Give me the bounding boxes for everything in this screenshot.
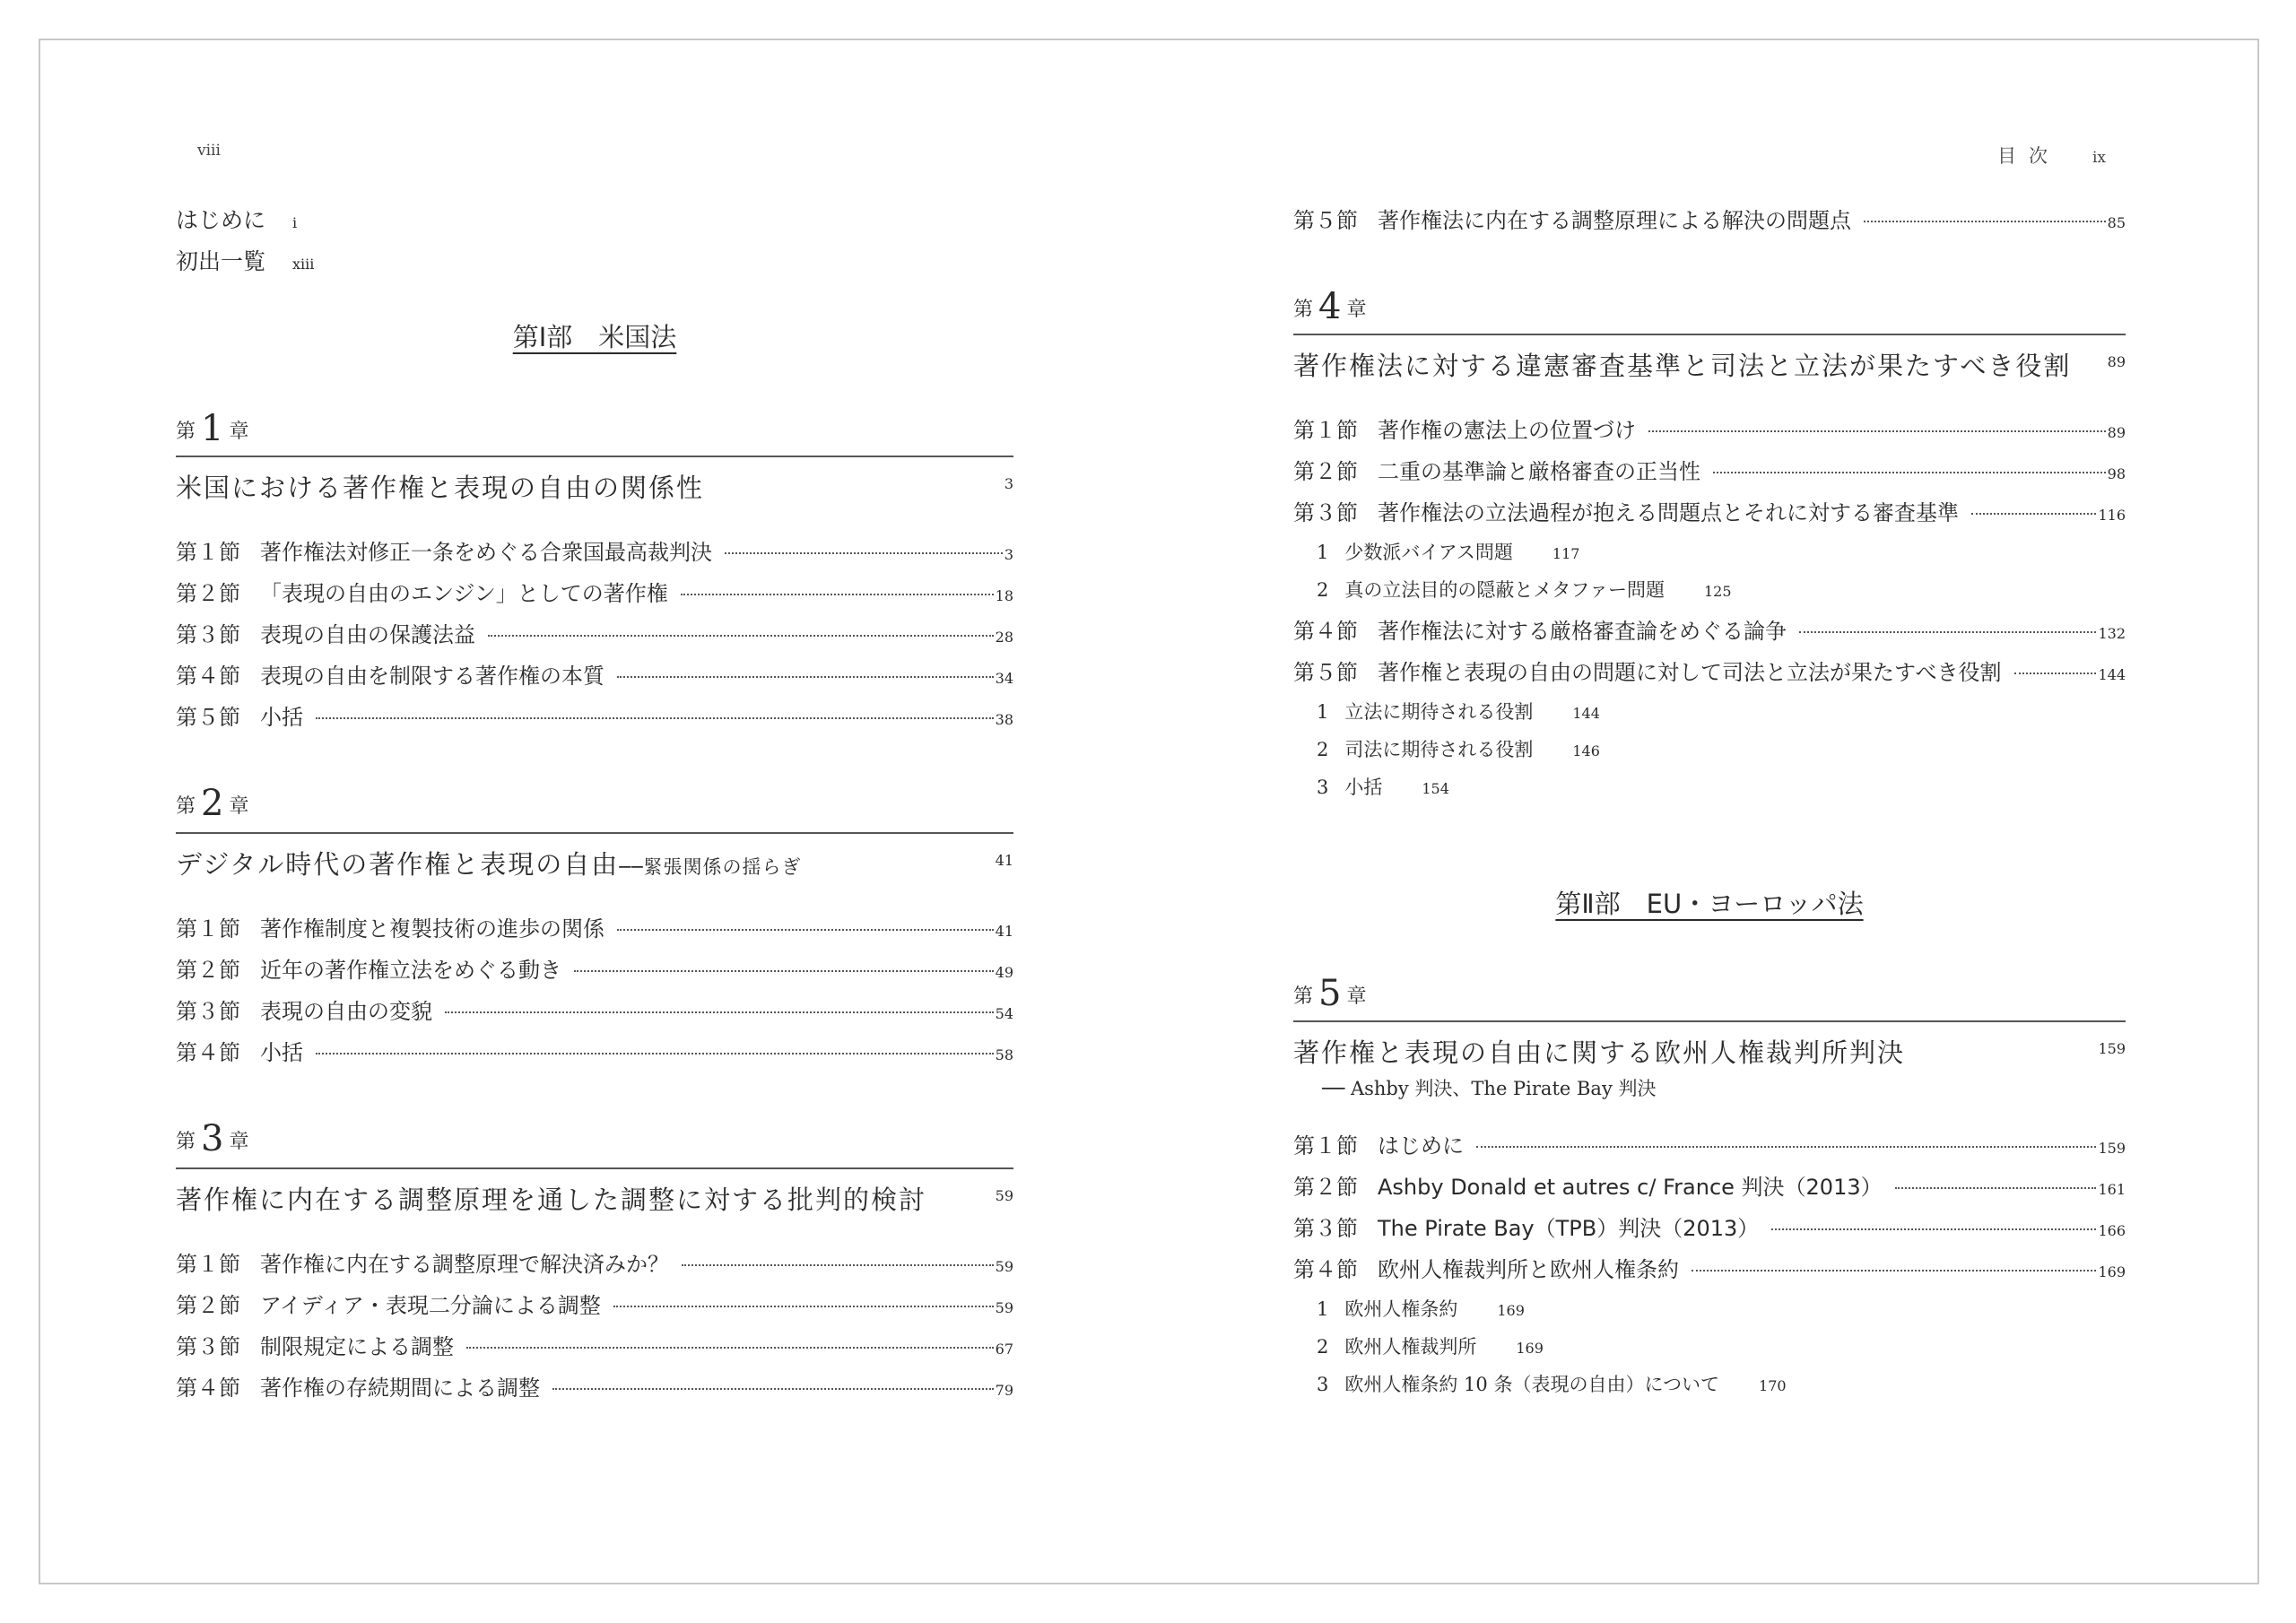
chapter-title: 著作権法に対する違憲審査基準と司法と立法が果たすべき役割 89 [1293, 351, 2126, 381]
toc-section: 第２節 アイディア・表現二分論による調整 59 [176, 1293, 1013, 1318]
toc-subsection: 2 欧州人権裁判所 169 [1317, 1336, 1544, 1358]
toc-subsection: 1 少数派バイアス問題 117 [1317, 542, 1580, 563]
part-heading: 第Ⅱ部 EU・ヨーロッパ法 [1555, 889, 1864, 919]
toc-section: 第３節 制限規定による調整 67 [176, 1334, 1013, 1359]
toc-section: 第５節 著作権法に内在する調整原理による解決の問題点 85 [1293, 208, 2126, 233]
toc-subsection: 2 司法に期待される役割 146 [1317, 739, 1600, 760]
toc-section: 第３節 表現の自由の保護法益 28 [176, 622, 1013, 647]
toc-section: 第４節 欧州人権裁判所と欧州人権条約 169 [1293, 1257, 2126, 1282]
chapter-rule [1293, 1020, 2126, 1022]
toc-section: 第５節 著作権と表現の自由の問題に対して司法と立法が果たすべき役割 144 [1293, 660, 2126, 685]
chapter-page: 3 [1004, 475, 1013, 492]
running-head-mark: 目次 [1996, 145, 2060, 167]
front-label: はじめに [176, 207, 266, 233]
toc-subsection: 2 真の立法目的の隠蔽とメタファー問題 125 [1317, 579, 1732, 601]
toc-subsection: 3 小括 154 [1317, 777, 1449, 798]
front-label: 初出一覧 [176, 248, 266, 274]
toc-section: 第１節 著作権に内在する調整原理で解決済みか？ 59 [176, 1252, 1013, 1277]
chapter-subtitle: ── Ashby 判決、The Pirate Bay 判決 [1322, 1078, 1657, 1099]
toc-section: 第３節 著作権法の立法過程が抱える問題点とそれに対する審査基準 116 [1293, 500, 2126, 525]
front-page: i [292, 214, 298, 231]
chapter-rule [1293, 334, 2126, 335]
chapter-rule [176, 456, 1013, 457]
chapter-title: デジタル時代の著作権と表現の自由──緊張関係の揺らぎ 41 [176, 849, 1013, 880]
chapter-rule [176, 1167, 1013, 1169]
toc-section: 第３節 表現の自由の変貌 54 [176, 999, 1013, 1024]
chapter-label: 第 1 章 [176, 408, 249, 449]
front-page: xiii [292, 256, 315, 273]
running-head-page: ix [2092, 149, 2106, 167]
toc-section: 第３節 The Pirate Bay（TPB）判決（2013） 166 [1293, 1216, 2126, 1241]
part-heading: 第Ⅰ部 米国法 [512, 322, 677, 352]
toc-section: 第２節 「表現の自由のエンジン」としての著作権 18 [176, 581, 1013, 606]
chapter-label: 第 2 章 [176, 783, 249, 824]
toc-section: 第４節 著作権の存続期間による調整 79 [176, 1376, 1013, 1401]
running-head-left: viii [197, 142, 221, 160]
chapter-label: 第 4 章 [1293, 286, 1367, 327]
front-matter-item [176, 244, 314, 276]
toc-section: 第１節 著作権の憲法上の位置づけ 89 [1293, 418, 2126, 443]
toc-section: 第２節 二重の基準論と厳格審査の正当性 98 [1293, 459, 2126, 484]
toc-section: 第５節 小括 38 [176, 705, 1013, 730]
chapter-label: 第 5 章 [1293, 973, 1367, 1014]
toc-section: 第１節 著作権法対修正一条をめぐる合衆国最高裁判決 3 [176, 540, 1013, 565]
chapter-page: 41 [995, 852, 1013, 869]
chapter-label: 第 3 章 [176, 1118, 249, 1159]
running-head-right [1997, 142, 2106, 169]
chapter-title: 著作権に内在する調整原理を通した調整に対する批判的検討 59 [176, 1185, 1013, 1215]
toc-section: 第２節 近年の著作権立法をめぐる動き 49 [176, 958, 1013, 983]
toc-section: 第１節 著作権制度と複製技術の進歩の関係 41 [176, 916, 1013, 942]
chapter-page: 89 [2107, 353, 2126, 370]
chapter-rule [176, 832, 1013, 834]
toc-section: 第４節 著作権法に対する厳格審査論をめぐる論争 132 [1293, 619, 2126, 644]
toc-subsection: 1 立法に期待される役割 144 [1317, 701, 1600, 723]
front-matter-item [176, 203, 297, 235]
chapter-title: 著作権と表現の自由に関する欧州人権裁判所判決 159 [1293, 1037, 2126, 1068]
toc-section: 第１節 はじめに 159 [1293, 1133, 2126, 1159]
chapter-page: 159 [2098, 1040, 2126, 1057]
chapter-title: 米国における著作権と表現の自由の関係性 3 [176, 473, 1013, 503]
toc-subsection: 3 欧州人権条約 10 条（表現の自由）について 170 [1317, 1374, 1787, 1395]
toc-subsection: 1 欧州人権条約 169 [1317, 1298, 1525, 1320]
toc-section: 第４節 表現の自由を制限する著作権の本質 34 [176, 664, 1013, 689]
toc-section: 第２節 Ashby Donald et autres c/ France 判決（2013） 161 [1293, 1175, 2126, 1200]
toc-section: 第４節 小括 58 [176, 1040, 1013, 1065]
chapter-page: 59 [995, 1187, 1013, 1204]
